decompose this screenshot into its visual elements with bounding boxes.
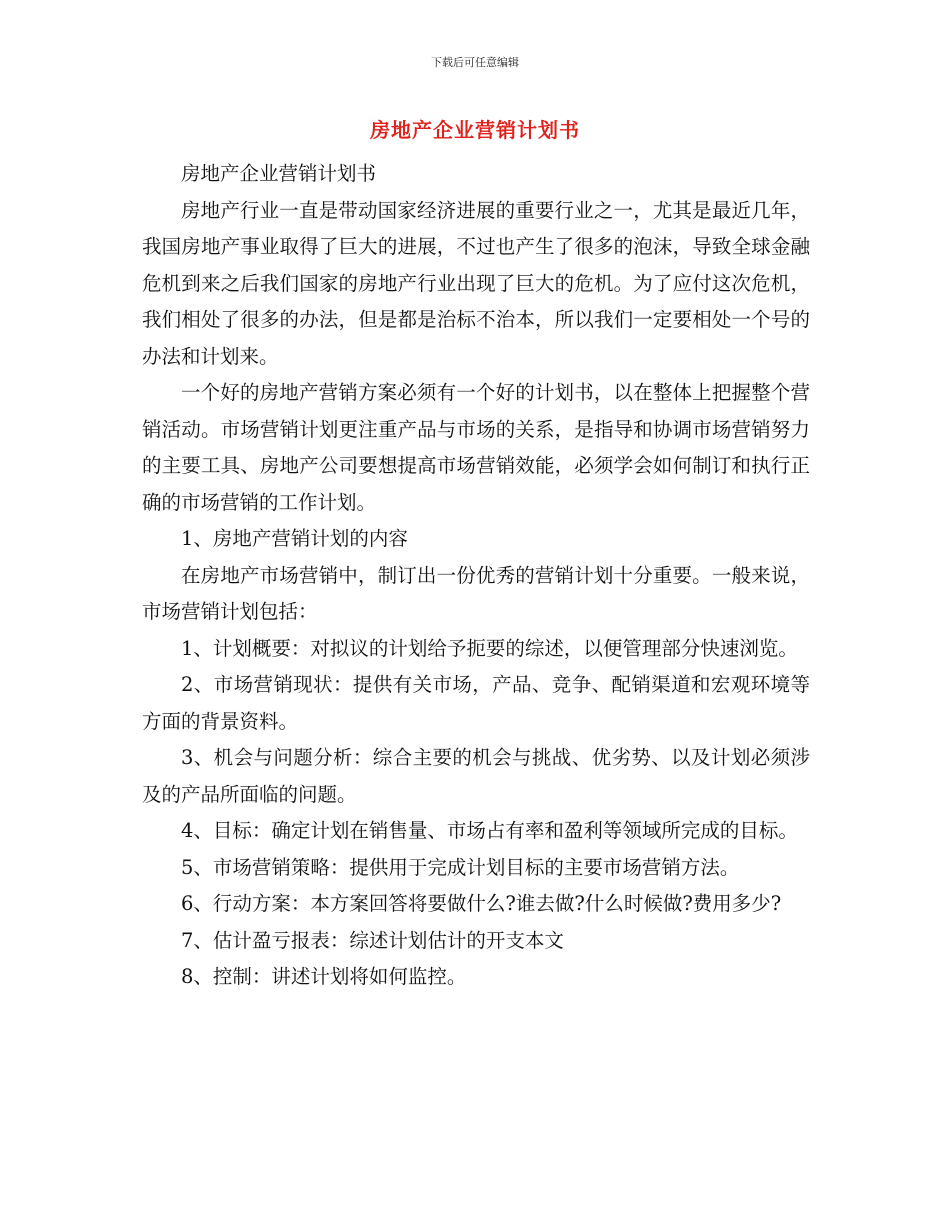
header-note: 下载后可任意编辑	[431, 56, 519, 69]
paragraph-subtitle: 房地产企业营销计划书	[181, 162, 377, 185]
paragraph-intro: 房地产行业一直是带动国家经济进展的重要行业之一，尤其是最近几年，我国房地产事业取得了巨大的进展，不过也产生了很多的泡沫，导致全球金融危机到来之后我们国家的房地产行业出现了巨大的危机。为了应付这次危机，我们相处了很多的办法，但是都是治标不治本，所以我们一定要相处一个号的办法和计划来。	[142, 198, 810, 368]
list-item-summary: 1、计划概要：对拟议的计划给予扼要的综述，以便管理部分快速浏览。	[181, 636, 798, 660]
paragraph-plan-importance: 一个好的房地产营销方案必须有一个好的计划书，以在整体上把握整个营销活动。市场营销计划更注重产品与市场的关系，是指导和协调市场营销努力的主要工具、房地产公司要想提高市场营销效能，必须学会如何制订和执行正确的市场营销的工作计划。	[142, 381, 810, 514]
list-item-control: 8、控制：讲述计划将如何监控。	[181, 965, 467, 988]
document-body	[142, 156, 810, 996]
document-title: 房地产企业营销计划书	[370, 118, 580, 142]
list-item-profit-loss: 7、估计盈亏报表：综述计划估计的开支本文	[181, 928, 564, 952]
list-item-opportunity-analysis: 3、机会与问题分析：综合主要的机会与挑战、优劣势、以及计划必须涉及的产品所面临的问题。	[142, 746, 810, 806]
list-item-action-plan: 6、行动方案：本方案回答将要做什么?谁去做?什么时候做?费用多少?	[181, 892, 782, 915]
list-item-market-status: 2、市场营销现状：提供有关市场，产品、竞争、配销渠道和宏观环境等方面的背景资料。	[142, 673, 810, 733]
list-item-strategy: 5、市场营销策略：提供用于完成计划目标的主要市场营销方法。	[181, 855, 740, 879]
list-item-goals: 4、目标：确定计划在销售量、市场占有率和盈利等领域所完成的目标。	[181, 819, 798, 842]
section-heading-plan-content: 1、房地产营销计划的内容	[181, 527, 408, 550]
paragraph-plan-overview: 在房地产市场营销中，制订出一份优秀的营销计划十分重要。一般来说，市场营销计划包括：	[142, 563, 810, 623]
